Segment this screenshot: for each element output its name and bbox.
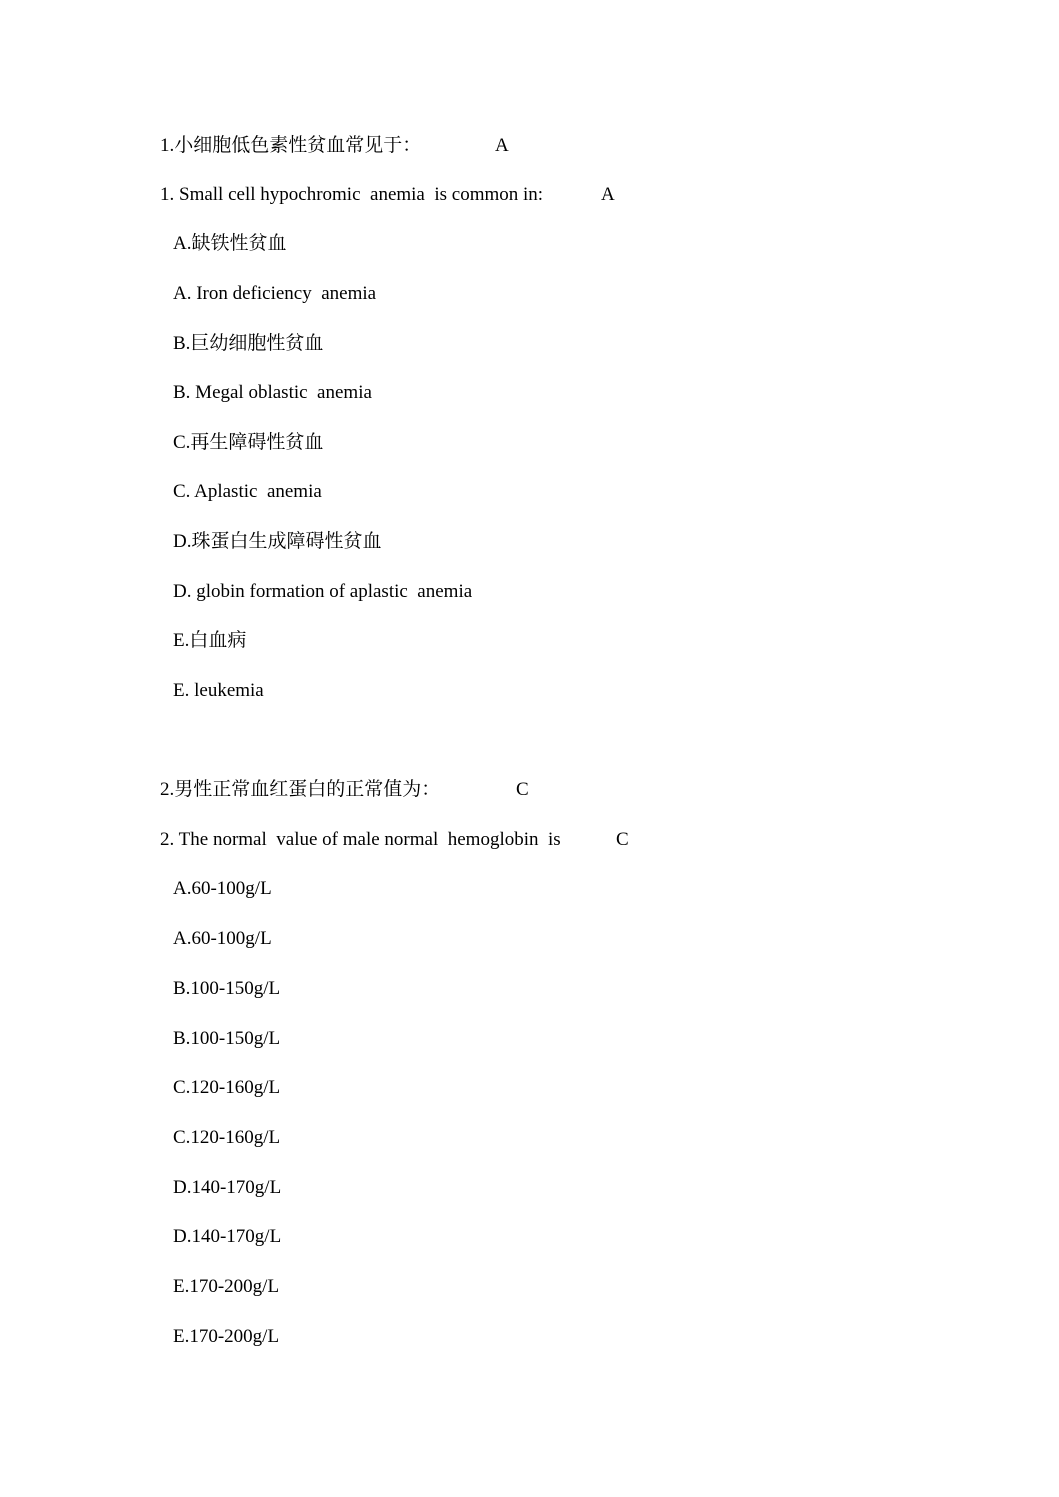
question-1-answer-zh: A	[495, 135, 509, 156]
question-2-option-b-zh: B.100-150g/L	[173, 978, 281, 999]
question-2-option-b-en: B.100-150g/L	[173, 1028, 281, 1049]
question-1-stem-zh: 1.小细胞低色素性贫血常见于：	[160, 135, 422, 156]
question-1-option-c-zh: C.再生障碍性贫血	[173, 432, 324, 453]
question-1-option-a-zh: A.缺铁性贫血	[173, 233, 287, 254]
question-2-option-a-en: A.60-100g/L	[173, 928, 272, 949]
question-1-option-e-en: E. leukemia	[173, 680, 264, 701]
question-2-option-d-zh: D.140-170g/L	[173, 1177, 282, 1198]
question-1-option-d-zh: D.珠蛋白生成障碍性贫血	[173, 531, 382, 552]
question-1-option-e-zh: E.白血病	[173, 630, 247, 651]
question-2-option-a-zh: A.60-100g/L	[173, 878, 272, 899]
question-1-option-a-en: A. Iron deficiency anemia	[173, 283, 377, 304]
question-2-option-c-zh: C.120-160g/L	[173, 1077, 281, 1098]
question-1-option-b-en: B. Megal oblastic anemia	[173, 382, 372, 403]
question-2-option-e-zh: E.170-200g/L	[173, 1276, 280, 1297]
question-2-option-c-en: C.120-160g/L	[173, 1127, 281, 1148]
question-2-option-d-en: D.140-170g/L	[173, 1226, 282, 1247]
question-1-answer-en: A	[601, 184, 615, 205]
question-1-option-c-en: C. Aplastic anemia	[173, 481, 322, 502]
question-1-option-b-zh: B.巨幼细胞性贫血	[173, 333, 324, 354]
question-2-option-e-en: E.170-200g/L	[173, 1326, 280, 1347]
question-2-answer-zh: C	[516, 779, 529, 800]
question-2-stem-zh: 2.男性正常血红蛋白的正常值为：	[160, 779, 441, 800]
question-2-stem-en: 2. The normal value of male normal hemoglobin is	[160, 829, 561, 850]
question-1-stem-en: 1. Small cell hypochromic anemia is common in:	[160, 184, 544, 205]
question-1-option-d-en: D. globin formation of aplastic anemia	[173, 581, 473, 602]
question-2-answer-en: C	[616, 829, 629, 850]
